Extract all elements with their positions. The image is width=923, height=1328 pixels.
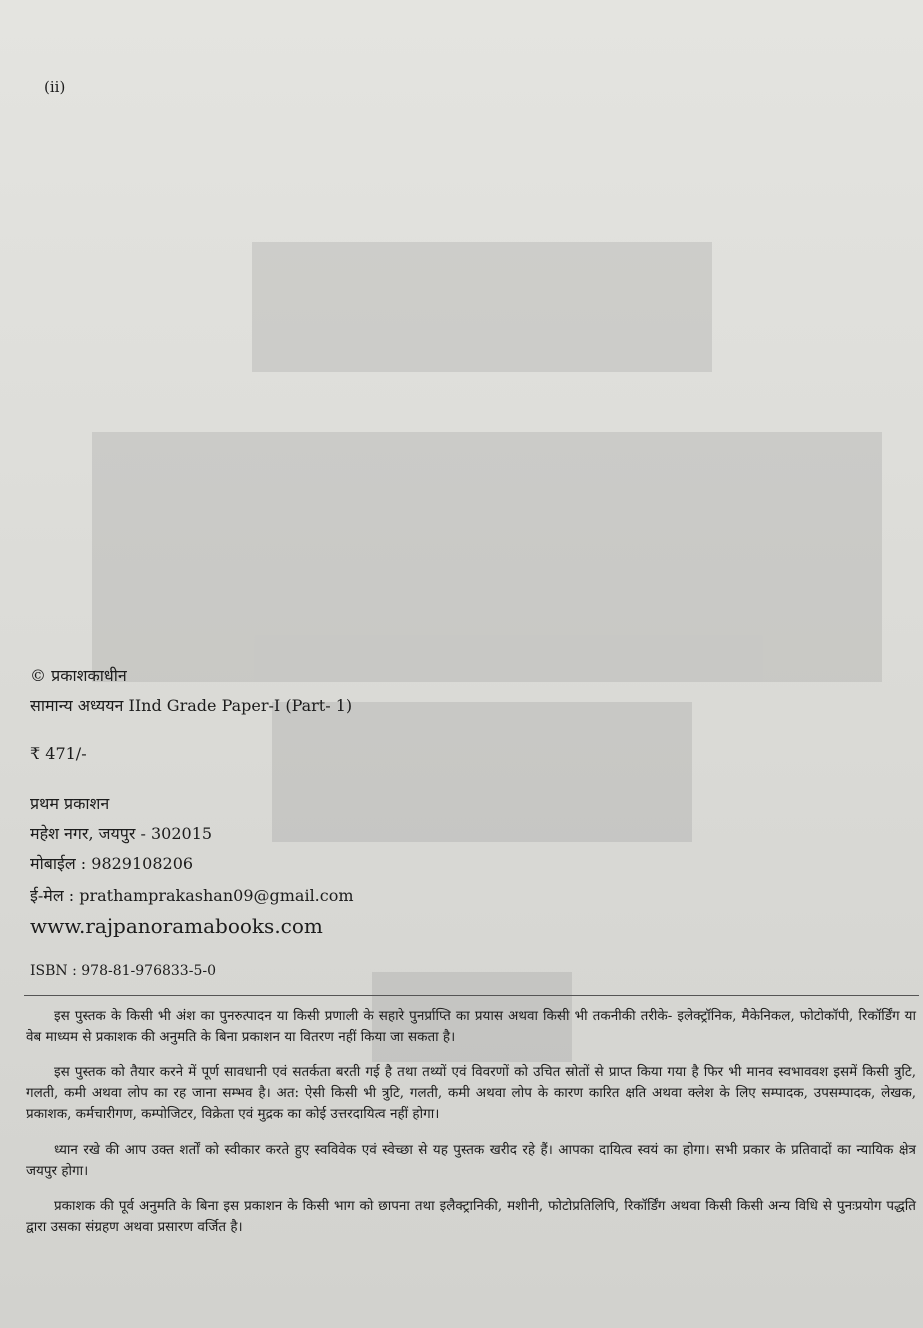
isbn-line: ISBN : 978-81-976833-5-0 (30, 963, 216, 979)
disclaimer-text: प्रकाशक की पूर्व अनुमति के बिना इस प्रकाशन के किसी भाग को छापना तथा इलैक्ट्रानिकी, मशीनी, फोटोप्रतिलिपि, रिकॉर्डिंग अथवा किसी किसी अन्य विधि से पुनःप्रयोग पद्धति द्वारा उसका संग्रहण अथवा प्रसारण वर्जित है। (26, 1198, 916, 1235)
page-number: (ii) (44, 78, 66, 96)
publisher-address: महेश नगर, जयपुर - 302015 (30, 824, 213, 843)
disclaimer-paragraph (26, 1006, 916, 1048)
disclaimer-paragraph (26, 1196, 916, 1238)
divider (24, 995, 919, 996)
disclaimer-text: इस पुस्तक को तैयार करने में पूर्ण सावधानी एवं सतर्कता बरती गई है तथा तथ्यों एवं विवरणों को उचित स्रोतों से प्राप्त किया गया है फिर भी मानव स्वभाववश इसमें किसी त्रुटि, गलती, कमी अथवा लोप का रह जाना सम्भव है। अत: ऐसी किसी भी त्रुटि, गलती, कमी अथवा लोप के कारण कारित क्षति अथवा क्लेश के लिए सम्पादक, उपसम्पादक, लेखक, प्रकाशक, कर्मचारीगण, कम्पोजिटर, विक्रेता एवं मुद्रक का कोई उत्तरदायित्व नहीं होगा। (26, 1064, 916, 1122)
show-through-cover-image (92, 92, 882, 1142)
disclaimer-text: ध्यान रखे की आप उक्त शर्तों को स्वीकार करते हुए स्वविवेक एवं स्वेच्छा से यह पुस्तक खरीद रहे हैं। आपका दायित्व स्वयं का होगा। सभी प्रकार के प्रतिवादों का न्यायिक क्षेत्र जयपुर होगा। (26, 1142, 916, 1179)
disclaimer-text: इस पुस्तक के किसी भी अंश का पुनरुत्पादन या किसी प्रणाली के सहारे पुनर्प्राप्ति का प्रयास अथवा किसी भी तकनीकी तरीके- इलेक्ट्रॉनिक, मैकेनिकल, फोटोकॉपी, रिकॉर्डिंग या वेब माध्यम से प्रकाशक की अनुमति के बिना प्रकाशन या वितरण नहीं किया जा सकता है। (26, 1008, 916, 1045)
book-price: ₹ 471/- (30, 744, 87, 763)
book-title: सामान्य अध्ययन IInd Grade Paper-I (Part- 1) (30, 696, 353, 715)
disclaimer-paragraph (26, 1062, 916, 1125)
publisher-mobile: मोबाईल : 9829108206 (30, 854, 194, 873)
publisher-name: प्रथम प्रकाशन (30, 794, 110, 813)
publisher-website: www.rajpanoramabooks.com (30, 914, 323, 938)
copyright-line: © प्रकाशकाधीन (30, 666, 127, 685)
publisher-email: ई-मेल : prathamprakashan09@gmail.com (30, 886, 354, 905)
disclaimer-paragraph (26, 1140, 916, 1182)
